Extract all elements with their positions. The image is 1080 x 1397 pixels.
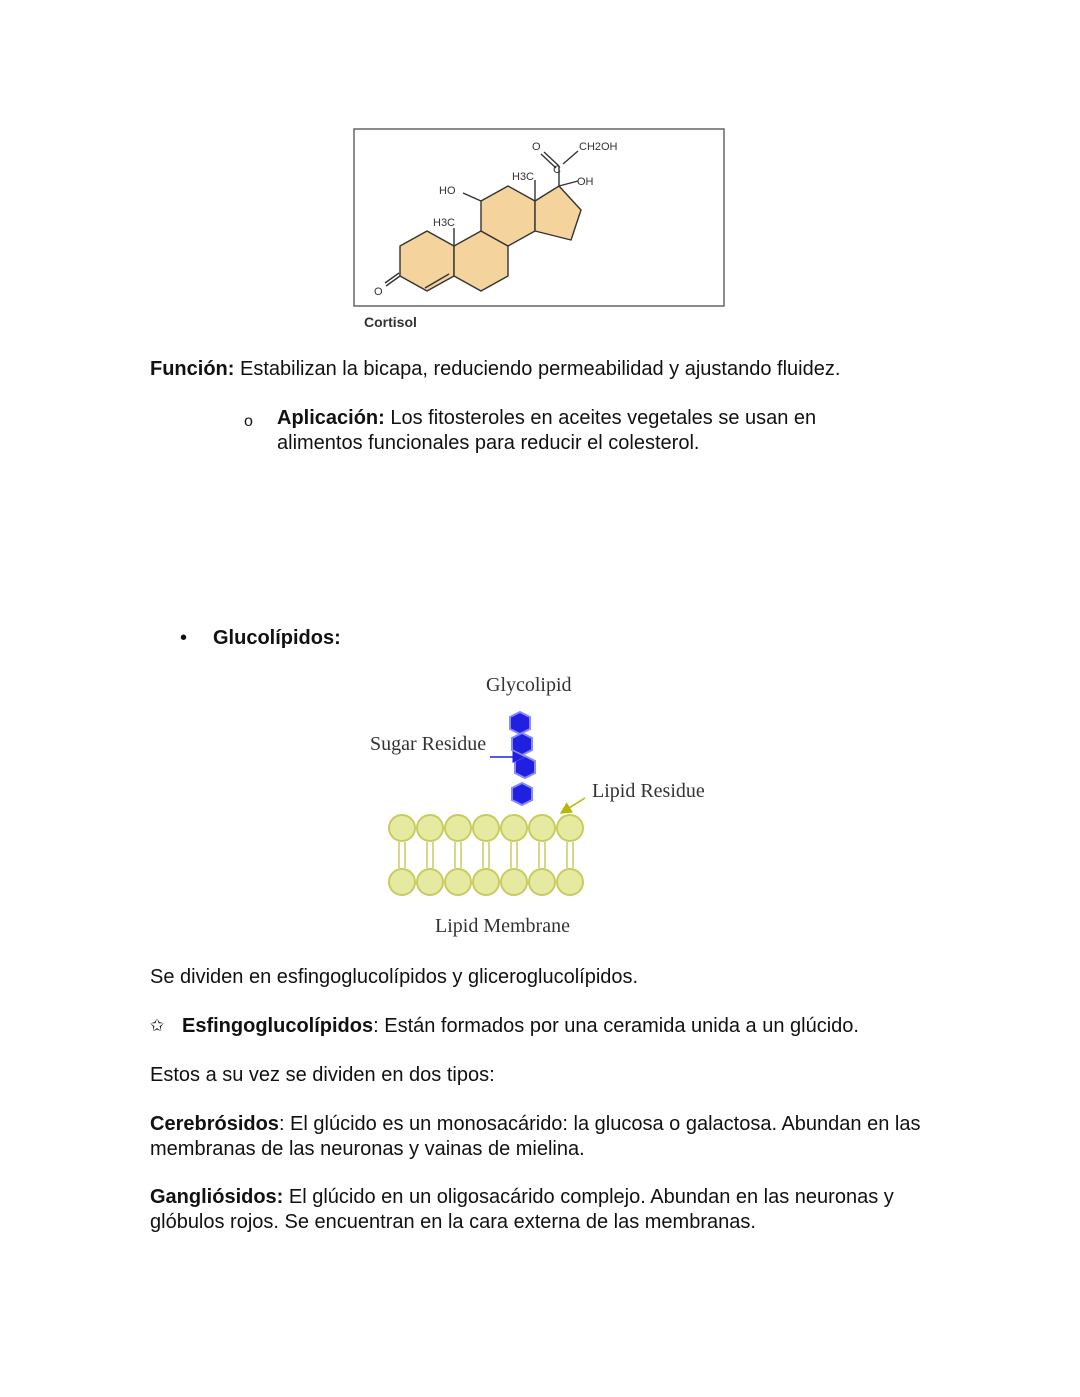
sugar-hexagon — [512, 783, 532, 805]
cortisol-structure — [353, 128, 726, 308]
ch2oh-label: CH2OH — [579, 141, 618, 153]
glycolipid-figure — [360, 670, 720, 945]
lipid-head — [389, 815, 415, 841]
funcion-paragraph — [150, 357, 950, 382]
ketone-o-label: O — [374, 286, 383, 298]
esfingo-text: : Están formados por una ceramida unida a un glúcido. — [373, 1015, 859, 1037]
cerebrosidos-label: Cerebrósidos — [150, 1113, 279, 1135]
lipid-membrane-label: Lipid Membrane — [435, 915, 570, 937]
sugar-hexagon — [512, 733, 532, 755]
lipid-head — [501, 815, 527, 841]
lipid-head — [529, 869, 555, 895]
lipid-head — [557, 869, 583, 895]
lipid-head — [501, 869, 527, 895]
cortisol-figure — [353, 128, 726, 308]
sugar-hexagon — [515, 756, 535, 778]
glycolipid-title: Glycolipid — [486, 674, 572, 696]
lipid-head — [473, 869, 499, 895]
gangliosidos-paragraph — [150, 1185, 930, 1235]
lipid-residue-label: Lipid Residue — [592, 780, 705, 802]
cerebrosidos-paragraph — [150, 1112, 930, 1162]
glycolipid-diagram — [360, 670, 720, 945]
esfingo-label: Esfingoglucolípidos — [182, 1015, 374, 1037]
esfingo-paragraph — [182, 1014, 942, 1039]
h3c-left-label: H3C — [433, 217, 456, 229]
aplicacion-text: Los fitosteroles en aceites vegetales se usan en alimentos funcionales para reducir el colesterol. — [277, 407, 817, 454]
funcion-text: Estabilizan la bicapa, reduciendo permeabilidad y ajustando fluidez. — [234, 358, 841, 380]
lipid-head — [445, 815, 471, 841]
aplicacion-label: Aplicación: — [277, 407, 385, 429]
lipid-head — [473, 815, 499, 841]
gangliosidos-text: El glúcido en un oligosacárido complejo. Abundan en las neuronas y glóbulos rojos. Se encuentran en la cara externa de las membranas. — [150, 1186, 894, 1233]
aplicacion-paragraph — [277, 406, 867, 456]
lipid-head — [445, 869, 471, 895]
aplicacion-bullet: o — [244, 413, 253, 430]
lipid-head — [417, 869, 443, 895]
dividen-paragraph: Se dividen en esfingoglucolípidos y gliceroglucolípidos. — [150, 966, 639, 988]
lipid-head — [389, 869, 415, 895]
cortisol-caption: Cortisol — [364, 314, 417, 330]
ho-label: HO — [439, 185, 456, 197]
o-top-label: O — [532, 141, 541, 153]
oh-label: OH — [577, 176, 594, 188]
glucolipidos-label: Glucolípidos: — [213, 627, 341, 649]
lipid-head — [529, 815, 555, 841]
h3c-top-label: H3C — [512, 171, 535, 183]
glucolipidos-bullet: • — [180, 627, 188, 649]
c-top-label: C — [553, 164, 561, 176]
esfingo-star-icon: ✩ — [150, 1016, 165, 1036]
gangliosidos-label: Gangliósidos: — [150, 1186, 284, 1208]
sugar-hexagon — [510, 712, 530, 734]
tipos-paragraph: Estos a su vez se dividen en dos tipos: — [150, 1064, 495, 1086]
sugar-residue-label: Sugar Residue — [370, 733, 487, 755]
funcion-label: Función: — [150, 358, 235, 380]
glucolipidos-heading — [213, 626, 341, 651]
lipid-head — [417, 815, 443, 841]
cerebrosidos-text: : El glúcido es un monosacárido: la glucosa o galactosa. Abundan en las membranas de las neuronas y vainas de mielina. — [150, 1113, 921, 1160]
lipid-arrow — [561, 798, 585, 813]
lipid-head — [557, 815, 583, 841]
